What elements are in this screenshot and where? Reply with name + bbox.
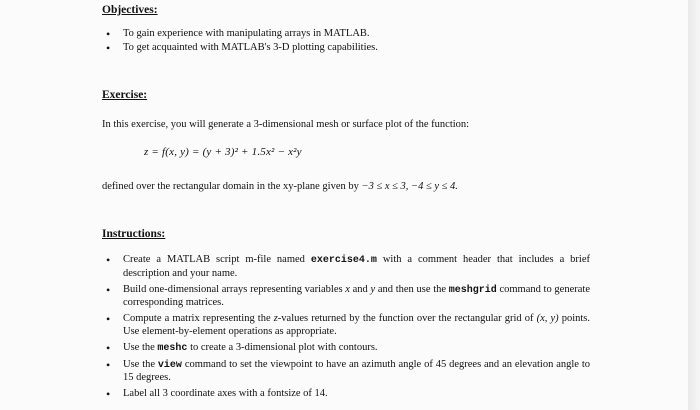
- text: and then use the: [375, 283, 449, 295]
- text: to create a 3-dimensional plot with contours.: [187, 341, 378, 353]
- text: command to set the viewpoint to have an azimuth angle of 45 degrees and an elevation angle to 15 degrees.: [123, 358, 590, 384]
- domain-text: defined over the rectangular domain in the xy-plane given by: [102, 181, 359, 192]
- exercise-intro: In this exercise, you will generate a 3-dimensional mesh or surface plot of the function:: [102, 119, 470, 130]
- text: with a comment header that includes a brief description and your name.: [123, 254, 590, 279]
- list-item: [104, 284, 590, 310]
- list-item: [104, 388, 590, 401]
- page-edge: [688, 0, 700, 410]
- list-item: [104, 254, 590, 280]
- variable: x: [345, 283, 350, 295]
- code-command: meshgrid: [448, 284, 497, 296]
- text: -values returned by the function over the rectangular grid of: [277, 313, 537, 325]
- list-item: [104, 359, 590, 385]
- list-item: [104, 313, 590, 338]
- text: Compute a matrix representing the: [123, 313, 274, 325]
- instructions-heading: Instructions:: [102, 228, 166, 240]
- function-equation: z = f(x, y) = (y + 3)² + 1.5x² − x²y: [144, 146, 302, 158]
- text: Use the: [123, 341, 158, 353]
- instructions-list: [104, 254, 590, 404]
- variable: y: [370, 283, 376, 295]
- list-item: [104, 342, 590, 356]
- list-item: • To get acquainted with MATLAB's 3-D plotting capabilities.: [104, 41, 664, 55]
- code-command: view: [157, 359, 182, 371]
- text: command to generate corresponding matrices.: [123, 283, 590, 309]
- exercise-heading: Exercise:: [102, 89, 148, 101]
- text: points. Use element-by-element operations as appropriate.: [123, 313, 591, 337]
- objectives-heading: Objectives:: [102, 4, 158, 16]
- objectives-list: [104, 27, 664, 55]
- code-command: meshc: [157, 342, 188, 354]
- domain-sentence: [102, 180, 672, 194]
- text: Use the: [123, 358, 158, 370]
- variable: z: [273, 313, 278, 325]
- text: and: [349, 283, 371, 295]
- text: Label all 3 coordinate axes with a fontsize of 14.: [123, 388, 328, 400]
- code-filename: exercise4.m: [310, 255, 377, 266]
- variable: (x, y): [536, 313, 559, 325]
- domain-range: −3 ≤ x ≤ 3, −4 ≤ y ≤ 4.: [361, 181, 458, 192]
- text: Create a MATLAB script m-file named: [123, 254, 311, 265]
- text: Build one-dimensional arrays representing variables: [123, 283, 346, 295]
- list-item: • To gain experience with manipulating arrays in MATLAB.: [104, 27, 664, 41]
